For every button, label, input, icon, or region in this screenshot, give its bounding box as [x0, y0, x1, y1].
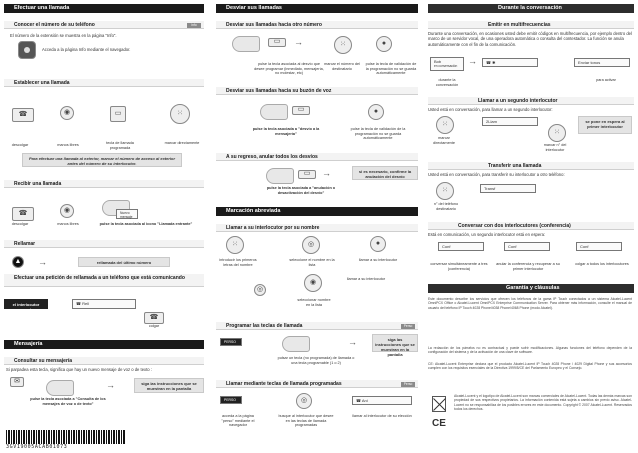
legal-3: CE: Alcatel-Lucent Enterprise declara que el producto Alcatel-Lucent IP Touch 4028 Phone / 4029 Digital Phone y sus accesorios cumplen con los requisitos esenciales de la Directiva 1999/5/CE del Parlamento Europeo y el Consejo. — [428, 362, 632, 371]
subsection-desviar-numero: Desviar sus llamadas hacia otro número — [216, 21, 418, 29]
section-mensajeria: Mensajería — [4, 340, 204, 349]
an-note: si es necesario, confirme la anulación del desvío — [352, 166, 418, 180]
seg-note: se pone en espera al primer interlocutor — [578, 116, 632, 134]
section-marcacion: Marcación abreviada — [216, 207, 418, 216]
keypad-icon-3[interactable]: ⁙ — [226, 236, 244, 254]
arrow-icon-3: → — [294, 37, 303, 47]
hand-press-icon-4 — [260, 104, 288, 120]
handset-icon-2[interactable]: ☎ — [12, 207, 34, 221]
legal-1: Este documento describe los servicios que ofrecen los teléfonos de la gama IP Touch conectados a un sistema Alcatel-Lucent OmniPCX Office o Alcatel-Lucent OmniPCX Enterprise Communication Server. Para obtener más información, consulte el manual de usuario del teléfono IP Touch 4028 Phone/4038 Phone/4068 Phone (modo Alcatel). — [428, 297, 632, 310]
cf-screen-2: Conf — [504, 242, 550, 251]
column-right — [428, 0, 634, 453]
perso-screen-2: PERSO — [220, 396, 242, 404]
keypad-icon-5[interactable]: ⁙ — [548, 124, 566, 142]
speaker-icon[interactable]: ◉ — [60, 106, 74, 120]
mf-keypad-screen: ☎ ✱ — [482, 58, 538, 67]
conocer-step: Acceda a la página Info mediante el navegador. — [42, 47, 131, 52]
mf-text: Durante una conversación, en ocasiones usted debe emitir códigos en multifrecuencia, por ejemplo dentro del marco de un servidor vocal, de una operadora automática o consulta del contestador. La función se anula automáticamente con el fin de la comunicación. — [428, 31, 632, 47]
section-durante: Durante la conversación — [428, 4, 634, 13]
ok-icon-3[interactable]: ● — [370, 236, 386, 252]
barcode — [6, 430, 126, 444]
cf-text: Está en comunicación, un segundo interlocutor está en espera: — [428, 232, 546, 237]
mf-screen-2: Enviar tonos — [574, 58, 630, 67]
cancel-forward-key-icon[interactable]: ▭ — [298, 170, 316, 179]
label-llamada-entrante: pulse la tecla asociada al icono "Llamada entrante" — [99, 222, 193, 226]
hangup-icon[interactable]: ☎ — [144, 312, 164, 324]
ld-step3: llamar al interlocutor de su elección — [352, 414, 412, 418]
speaker-icon-2[interactable]: ◉ — [60, 204, 74, 218]
section-desviar: Desviar sus llamadas — [216, 4, 418, 13]
an-step1: pulse la tecla asociada a "anulación o desactivación del desvío" — [266, 186, 336, 195]
subsection-anular: A su regreso, anular todos los desvíos — [216, 153, 418, 161]
consultar-step: pulse la tecla asociada a "Consulta de los mensajes de voz o de texto" — [30, 397, 106, 406]
subsection-llamar-nombre: Llamar a su interlocutor por su nombre — [216, 224, 418, 232]
arrow-icon-5: → — [348, 337, 357, 347]
db-step2: pulse la tecla de validación de la programación no se guarda automáticamente — [350, 127, 406, 141]
tr-cap: n° del teléfono destinatario — [433, 202, 459, 211]
ce-mark: CE — [432, 418, 446, 429]
arrow-icon-2: → — [106, 380, 115, 390]
ok-icon-2[interactable]: ● — [368, 104, 384, 120]
mf-cap1: durante la conversación — [435, 78, 459, 87]
keypad-icon-6[interactable]: ⁙ — [436, 182, 454, 200]
comunicando-note: el interlocutor comunica — [4, 299, 48, 309]
arrow-icon: → — [38, 257, 47, 267]
call-screen: ☎ Ani — [352, 396, 412, 405]
ln-step2: seleccione el nombre en la lista — [289, 258, 335, 267]
navigator-icon-2[interactable]: ◎ — [302, 236, 320, 254]
dn-step2: marcar el número del destinatario — [324, 62, 360, 71]
conocer-text: El número de la extensión se muestra en la página "Info". — [10, 33, 117, 38]
callback-screen: ☎ Rell — [72, 299, 136, 309]
seg-screen: 2Llam — [482, 117, 538, 126]
ln-step3: llamar a su interlocutor — [358, 258, 398, 262]
rellamar-note: rellamada del último número — [78, 257, 170, 267]
legal-2: La redacción de los párrafos no es contractual y puede sufrir modificaciones. Algunas funciones del teléfono dependen de la configuración del sistema y de la activación de una clave de software. — [428, 346, 632, 355]
subsection-recibir: Recibir una llamada — [4, 180, 204, 188]
keypad-icon-4[interactable]: ⁙ — [436, 116, 454, 134]
seg-text: Usted está en conversación, para llamar a un segundo interlocutor: — [428, 107, 553, 112]
mf-screen-1 — [430, 57, 464, 71]
note-llamada-exterior: Para efectuar una llamada al exterior, marcar el número de acceso al exterior antes del número de su interlocutor. — [22, 153, 182, 167]
mf-screen-1-status: en conversación — [434, 64, 458, 68]
perso-tag-2: Perso — [401, 382, 415, 387]
subsection-multifrecuencia: Emitir en multifrecuencias — [428, 21, 634, 29]
mf-screen-1-name: Bob — [434, 59, 442, 64]
forward-key-icon[interactable]: ▭ — [268, 38, 286, 47]
navigator-icon[interactable] — [18, 41, 36, 59]
dn-step1: pulse la tecla asociada al desvío que desee programar (inmediato, mensajería, no molestar, etc) — [254, 62, 324, 76]
weee-bin-icon — [432, 396, 446, 412]
subsection-consultar: Consultar su mensajería — [4, 357, 204, 365]
label-tecla-programada: tecla de llamada programada — [106, 141, 134, 150]
consultar-text: Si parpadea esta tecla, significa que hay un nuevo mensaje de voz o de texto : — [6, 367, 152, 372]
ln-step4: seleccionar nombre en la lista — [297, 298, 331, 307]
navigator-icon-3[interactable]: ◎ — [254, 284, 266, 296]
label-descolgar: descolgar — [11, 143, 29, 147]
subsection-llamar-directo: Llamar mediante teclas de llamada programadas — [216, 380, 418, 388]
redial-icon[interactable]: ▲ — [12, 256, 24, 268]
hand-press-icon-6 — [282, 336, 310, 352]
hand-press-icon-3 — [232, 36, 260, 52]
cf-screen-3: Conf — [576, 242, 622, 251]
subsection-peticion-rellamada: Efectuar una petición de rellamada a un teléfono que está comunicando — [4, 274, 204, 287]
ld-step1: acceda a la página "perso" mediante el navegador — [221, 414, 255, 428]
tr-screen: Transf — [480, 184, 536, 193]
subsection-desviar-buzon: Desviar sus llamadas hacia su buzón de voz — [216, 87, 418, 95]
cf-cap1: conversar simultáneamente a tres (conferencia) — [430, 262, 488, 271]
handset-icon[interactable]: ☎ — [12, 108, 34, 122]
perso-screen: PERSO — [220, 338, 242, 346]
subsection-transferir: Transferir una llamada — [428, 162, 634, 170]
navigator-icon-4[interactable]: ◎ — [296, 393, 312, 409]
label-marcar-directamente: marcar directamente — [164, 141, 200, 145]
pg-step1: pulsar un tecla (no programada) de llamada o una tecla programable (1 o 2) — [277, 356, 355, 365]
mf-cap2: para activar — [596, 78, 616, 82]
label-colgar: colgar — [148, 324, 160, 328]
ln-step5: llamar a su interlocutor — [346, 277, 386, 281]
ok-icon[interactable]: ● — [376, 36, 392, 52]
seg-cap1: marcar directamente — [433, 136, 455, 145]
keypad-icon-2[interactable]: ⁙ — [334, 36, 352, 54]
subsection-conferencia: Conversar con dos interlocutores (conferencia) — [428, 222, 634, 230]
subsection-segundo: Llamar a un segundo interlocutor — [428, 97, 634, 105]
call-key-icon[interactable]: ▭ — [110, 106, 126, 122]
column-left — [4, 0, 204, 453]
keypad-icon[interactable]: ⁙ — [170, 104, 190, 124]
envelope-icon[interactable]: ✉ — [10, 377, 24, 387]
subsection-rellamar: Rellamar — [4, 240, 204, 248]
pg-note: siga las instrucciones que se muestran en la pantalla — [372, 334, 418, 352]
hand-press-icon-2 — [46, 380, 74, 396]
seg-cap2: marcar n° del interlocutor — [543, 143, 567, 152]
ln-step1: introducir los primeros letras del nombre — [219, 258, 257, 267]
subsection-programar: Programar las teclas de llamada — [216, 322, 418, 330]
section-garantia: Garantía y cláusulas — [428, 284, 634, 293]
voicemail-key-icon[interactable]: ▭ — [292, 106, 310, 115]
column-middle — [216, 0, 418, 453]
cf-cap3: colgar a todos los interlocutores — [575, 262, 629, 266]
label-manos-libres: manos libres — [57, 143, 79, 147]
arrow-icon-6: → — [468, 56, 477, 66]
subsection-conocer-numero: Conocer el número de su teléfono — [4, 21, 204, 29]
label-manos-libres-2: manos libres — [57, 222, 79, 226]
consultar-note: siga las instrucciones que se muestran en la pantalla — [134, 378, 204, 393]
subsection-establecer: Establecer una llamada — [4, 79, 204, 87]
hand-press-icon-5 — [266, 168, 294, 184]
perso-tag: Perso — [401, 324, 415, 329]
tr-text: Usted está en conversación, para transferir su interlocutor a otro teléfono: — [428, 172, 565, 177]
db-step1: pulse la tecla asociada a "desvío a la mensajería" — [252, 127, 320, 136]
section-efectuar-llamada: Efectuar una llamada — [4, 4, 204, 13]
incoming-call-screen: Nuevo mensaje — [116, 209, 138, 219]
cf-screen-1: Conf — [438, 242, 484, 251]
legal-4: Alcatel-Lucent y el logotipo de Alcatel-Lucent son marcas comerciales de Alcatel-Lucent. Todas las demás marcas son propiedad de sus respectivos propietarios. La información contenida está sujeta a cambios sin previo aviso. Alcatel-Lucent no se responsabiliza de los posibles errores en este documento. Copyright © 2007 Alcatel-Lucent. Reservados todos los derechos. — [454, 394, 632, 412]
arrow-icon-4: → — [322, 168, 331, 178]
scroll-icon[interactable]: ◉ — [304, 274, 322, 292]
barcode-number: 3GV19005ACAB01073 — [6, 444, 68, 450]
ld-step2: busque al interlocutor que desee en las teclas de llamada programadas — [278, 414, 334, 428]
dn-step3: pulse la tecla de validación de la programación no se guarda automáticamente — [365, 62, 417, 76]
info-tag: Info — [187, 23, 201, 28]
label-descolgar-2: descolgar — [11, 222, 29, 226]
cf-cap2: anular la conferencia y recuperar a su primer interlocutor — [496, 262, 560, 271]
